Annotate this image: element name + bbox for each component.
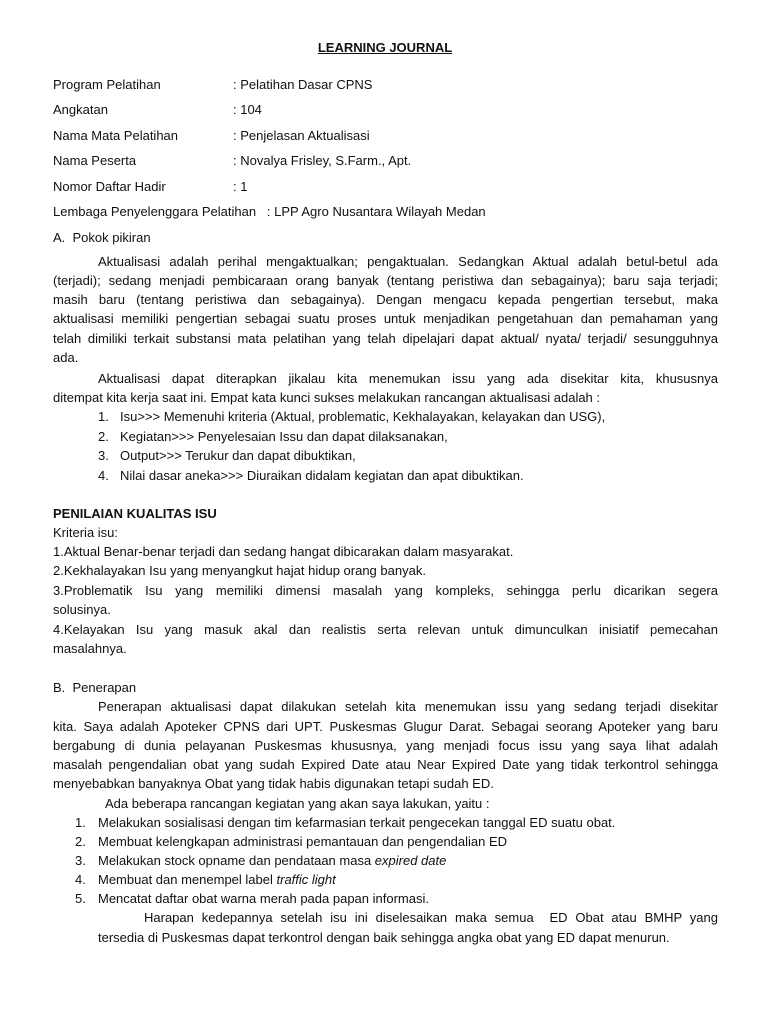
paragraph-line: menyebabkan banyaknya Obat yang tidak habis digunakan tetapi sudah ED. <box>53 776 494 791</box>
paragraph-line: Aktualisasi adalah perihal mengaktualkan; pengaktualan. Sedangkan Aktual adalah betul-betul ada <box>98 254 718 269</box>
closing-line: tersedia di Puskesmas dapat terkontrol dengan baik sehingga angka obat yang ED dapat menurun. <box>98 930 670 945</box>
criteria-item: 3.Problematik Isu yang memiliki dimensi masalah yang kompleks, sehingga perlu dicarikan segera <box>53 583 718 598</box>
meta-value: : 104 <box>233 102 262 117</box>
list-number: 3. <box>75 853 86 868</box>
meta-value: : 1 <box>233 179 248 194</box>
list-item-emphasis: expired date <box>374 853 447 868</box>
paragraph-line: telah dimiliki terkait substansi mata pelatihan yang telah dipelajari dapat aktual/ nyata/ terjadi/ sesungguhnya <box>53 331 718 346</box>
criteria-item: masalahnya. <box>53 641 127 656</box>
list-item <box>98 852 446 870</box>
meta-value: : Penjelasan Aktualisasi <box>233 128 370 143</box>
meta-label: Nama Mata Pelatihan <box>53 128 179 143</box>
list-item <box>98 833 507 851</box>
criteria-item: solusinya. <box>53 602 111 617</box>
list-item-text: Mencatat daftar obat warna merah pada papan informasi. <box>98 891 429 906</box>
paragraph-line: ditempat kita kerja saat ini. Empat kata kunci sukses melakukan rancangan aktualisasi adalah : <box>53 390 601 405</box>
paragraph-line: Aktualisasi dapat diterapkan jikalau kita menemukan issu yang ada disekitar kita, khususnya <box>98 371 718 386</box>
paragraph-line: Penerapan aktualisasi dapat dilakukan setelah kita menemukan issu yang sedang terjadi disekitar <box>98 699 718 714</box>
meta-label: Program Pelatihan <box>53 77 161 92</box>
paragraph-line: (terjadi); sedang menjadi pembicaraan orang banyak (tentang peristiwa dan sebagainya); baru saja terjadi; <box>53 273 718 288</box>
list-item-text: Membuat dan menempel label <box>98 872 277 887</box>
list-item <box>98 890 429 908</box>
list-number: 1. <box>98 409 109 424</box>
list-item-text: Melakukan stock opname dan pendataan masa <box>98 853 375 868</box>
paragraph-line: masalah pengendalian obat yang sudah Expired Date atau Near Expired Date yang tidak terkontrol sehingga <box>53 757 718 772</box>
paragraph-line: kita. Saya adalah Apoteker CPNS dari UPT. Puskesmas Glugur Darat. Sebagai seorang Apoteker yang baru <box>53 719 718 734</box>
meta-label: Nomor Daftar Hadir <box>53 179 166 194</box>
list-item: Nilai dasar aneka>>> Diuraikan didalam kegiatan dan apat dibuktikan. <box>120 468 524 483</box>
list-item-text: Membuat kelengkapan administrasi pemantauan dan pengendalian ED <box>98 834 508 849</box>
section-b-heading: B. Penerapan <box>53 680 137 695</box>
list-number: 5. <box>75 891 86 906</box>
meta-row-lembaga: Lembaga Penyelenggara Pelatihan : LPP Agro Nusantara Wilayah Medan <box>53 204 486 219</box>
list-item <box>98 871 336 889</box>
list-item: Kegiatan>>> Penyelesaian Issu dan dapat dilaksanakan, <box>120 429 448 444</box>
paragraph-line: ada. <box>53 350 79 365</box>
meta-row-program <box>53 76 372 94</box>
activities-intro: Ada beberapa rancangan kegiatan yang akan saya lakukan, yaitu : <box>105 796 490 811</box>
closing-line: Harapan kedepannya setelah isu ini diselesaikan maka semua ED Obat atau BMHP yang <box>144 910 718 925</box>
meta-value: : Novalya Frisley, S.Farm., Apt. <box>233 153 412 168</box>
paragraph-line: bergabung di dunia pelayanan Puskesmas khususnya, yang menjadi focus issu yang saya lihat adalah <box>53 738 718 753</box>
list-number: 4. <box>75 872 86 887</box>
list-item-text: Melakukan sosialisasi dengan tim kefarmasian terkait pengecekan tanggal ED suatu obat. <box>98 815 616 830</box>
meta-row-angkatan <box>53 101 262 119</box>
list-number: 1. <box>75 815 86 830</box>
meta-value: : Pelatihan Dasar CPNS <box>233 77 373 92</box>
list-number: 3. <box>98 448 109 463</box>
criteria-item: 1.Aktual Benar-benar terjadi dan sedang hangat dibicarakan dalam masyarakat. <box>53 544 514 559</box>
list-number: 2. <box>98 429 109 444</box>
meta-row-mata-pelatihan <box>53 127 370 145</box>
meta-label: Angkatan <box>53 102 108 117</box>
paragraph-line: aktualisasi memiliki pengertian sebagai suatu proses untuk menjadikan pengetahuan dan pemahaman yang <box>53 311 718 326</box>
criteria-item: 4.Kelayakan Isu yang masuk akal dan realistis serta relevan untuk dimunculkan inisiatif pemecahan <box>53 622 718 637</box>
page-title: LEARNING JOURNAL <box>317 40 453 55</box>
list-item <box>98 814 615 832</box>
paragraph-line: masih baru (tentang peristiwa dan sebagainya). Dengan mengacu kepada pengertian tersebut, maka <box>53 292 718 307</box>
criteria-item: 2.Kekhalayakan Isu yang menyangkut hajat hidup orang banyak. <box>53 563 426 578</box>
list-item: Output>>> Terukur dan dapat dibuktikan, <box>120 448 356 463</box>
penilaian-heading: PENILAIAN KUALITAS ISU <box>53 506 217 521</box>
list-item: Isu>>> Memenuhi kriteria (Aktual, problematic, Kekhalayakan, kelayakan dan USG), <box>120 409 606 424</box>
meta-row-nomor <box>53 178 247 196</box>
kriteria-label: Kriteria isu: <box>53 525 119 540</box>
meta-label: Nama Peserta <box>53 153 137 168</box>
list-number: 2. <box>75 834 86 849</box>
list-number: 4. <box>98 468 109 483</box>
meta-row-peserta <box>53 152 411 170</box>
section-a-heading: A. Pokok pikiran <box>53 230 151 245</box>
list-item-emphasis: traffic light <box>276 872 336 887</box>
